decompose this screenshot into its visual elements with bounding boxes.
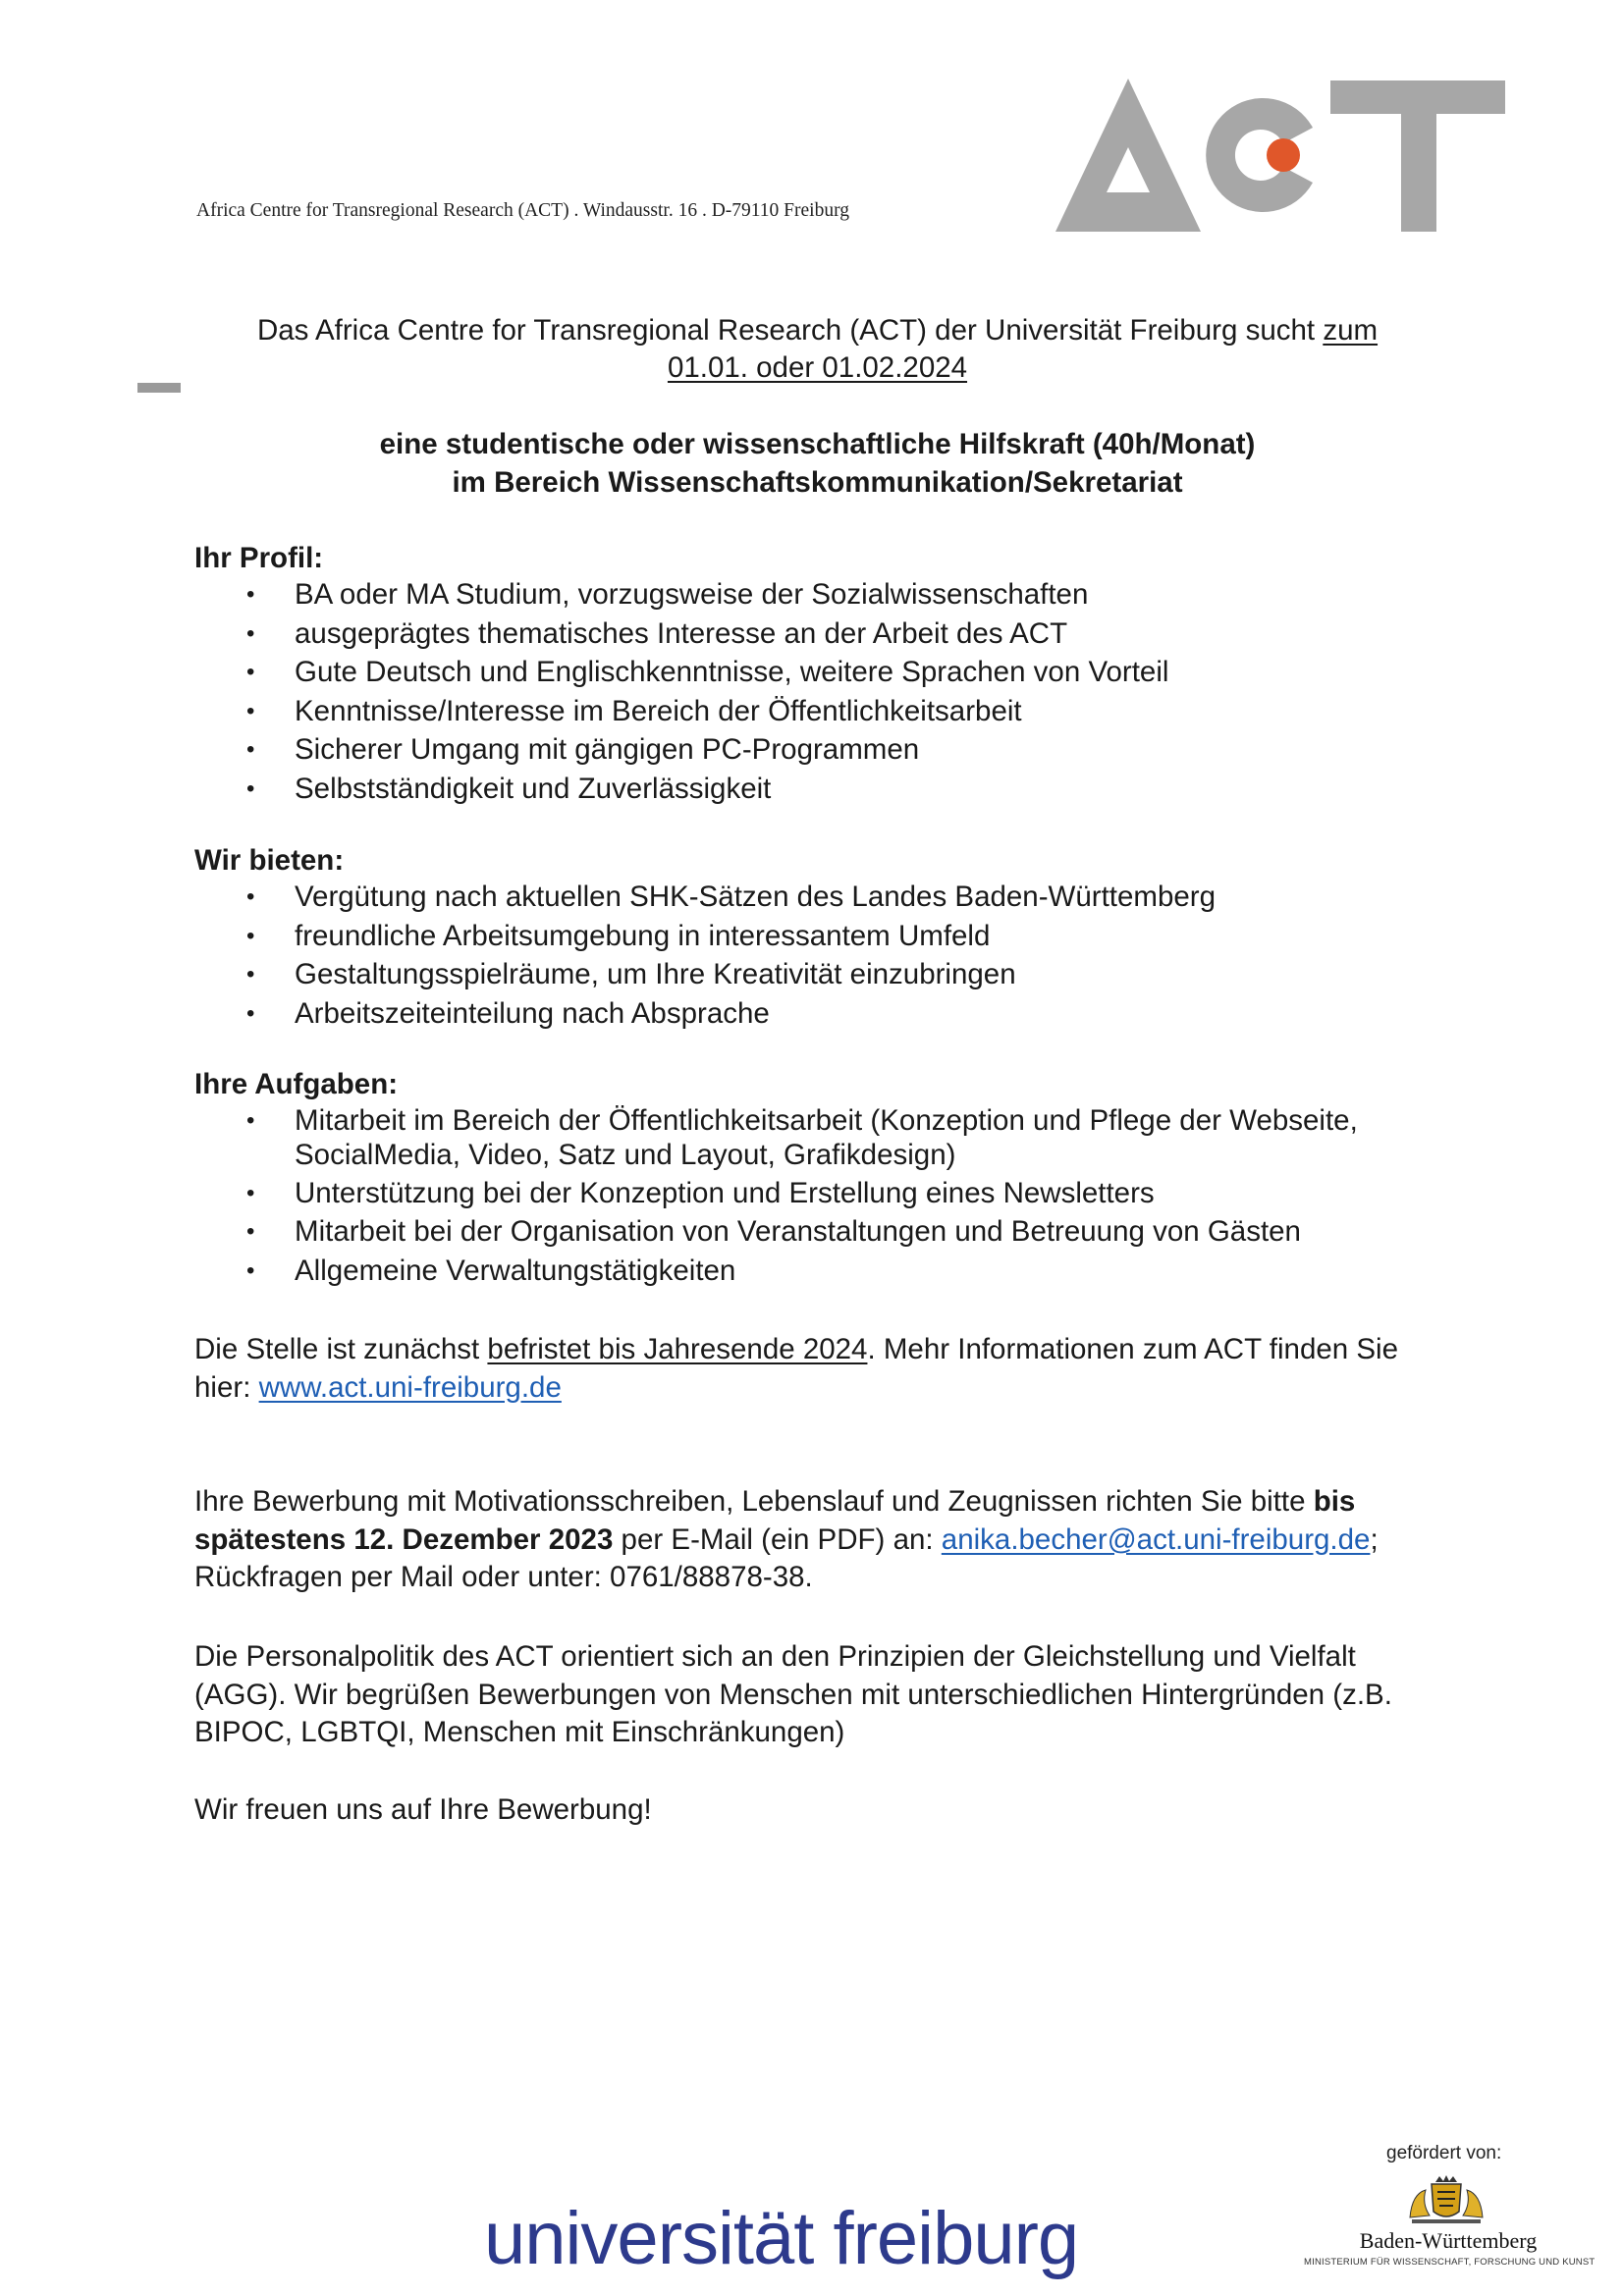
list-item: • BA oder MA Studium, vorzugsweise der Sozialwissenschaften	[194, 577, 1451, 613]
offer-section	[194, 842, 1451, 1035]
application-text-end: ; Rückfragen per Mail oder unter: 0761/88878-38.	[194, 1522, 1379, 1593]
email-link[interactable]: anika.becher@act.uni-freiburg.de	[941, 1522, 1371, 1556]
list-item: • Sicherer Umgang mit gängigen PC-Programmen	[194, 732, 1451, 768]
website-link[interactable]: www.act.uni-freiburg.de	[258, 1370, 562, 1404]
list-item: • Vergütung nach aktuellen SHK-Sätzen des Landes Baden-Württemberg	[194, 880, 1451, 915]
tasks-heading: Ihre Aufgaben:	[194, 1068, 399, 1100]
tasks-list	[194, 1103, 1432, 1289]
intro-text	[196, 312, 1438, 387]
sender-address-line: Africa Centre for Transregional Research (ACT) . Windausstr. 16 . D-79110 Freiburg	[196, 200, 849, 221]
offer-heading: Wir bieten:	[194, 844, 345, 877]
act-logo	[1055, 77, 1507, 234]
list-item: • Unterstützung bei der Konzeption und Erstellung eines Newsletters	[194, 1176, 1432, 1211]
intro-start-dates: 01.01. oder 01.02.2024	[667, 351, 968, 384]
term-limit: befristet bis Jahresende 2024	[487, 1333, 868, 1365]
list-item: • Mitarbeit im Bereich der Öffentlichkeitsarbeit (Konzeption und Pflege der Webseite, SocialMedia, Video, Satz und Layout, Grafikdesign)	[194, 1103, 1432, 1172]
coat-of-arms-icon	[1402, 2174, 1490, 2225]
application-deadline: bis spätestens 12. Dezember 2023	[194, 1485, 1356, 1556]
university-logo: universität freiburg	[484, 2197, 1079, 2280]
application-text: Ihre Bewerbung mit Motivationsschreiben, Lebenslauf und Zeugnissen richten Sie bitte	[194, 1485, 1314, 1518]
closing-line: Wir freuen uns auf Ihre Bewerbung!	[194, 1793, 652, 1826]
profile-list	[194, 577, 1451, 807]
application-text-mid: per E-Mail (ein PDF) an:	[613, 1522, 942, 1556]
term-paragraph	[194, 1331, 1432, 1407]
term-text-more: . Mehr Informationen zum ACT finden Sie hier:	[194, 1333, 1399, 1404]
fold-mark	[137, 383, 181, 393]
policy-paragraph: Die Personalpolitik des ACT orientiert sich an den Prinzipien der Gleichstellung und Vielfalt (AGG). Wir begrüßen Bewerbungen von Menschen mit unterschiedlichen Hintergründen (z.B. BIPOC, LGBTQI, Menschen mit Einschränkungen)	[194, 1640, 1392, 1748]
intro-start-word: zum	[1323, 314, 1379, 347]
intro-line1: Das Africa Centre for Transregional Research (ACT) der Universität Freiburg sucht	[256, 314, 1324, 347]
list-item: • Kenntnisse/Interesse im Bereich der Öffentlichkeitsarbeit	[194, 694, 1451, 729]
list-item: • freundliche Arbeitsumgebung in interessantem Umfeld	[194, 919, 1451, 954]
tasks-section	[194, 1066, 1432, 1292]
position-title-line2: im Bereich Wissenschaftskommunikation/Sekretariat	[452, 466, 1183, 499]
funded-by-label: gefördert von:	[1386, 2143, 1502, 2163]
profile-section	[194, 540, 1451, 810]
list-item: • Allgemeine Verwaltungstätigkeiten	[194, 1254, 1432, 1289]
profile-heading: Ihr Profil:	[194, 542, 324, 574]
ministry-name: MINISTERIUM FÜR WISSENSCHAFT, FORSCHUNG UND KUNST	[1304, 2257, 1596, 2268]
list-item: • Arbeitszeiteinteilung nach Absprache	[194, 996, 1451, 1032]
baden-wuerttemberg-name: Baden-Württemberg	[1359, 2228, 1538, 2253]
list-item: • Gute Deutsch und Englischkenntnisse, weitere Sprachen von Vorteil	[194, 655, 1451, 690]
offer-list	[194, 880, 1451, 1032]
list-item: • Selbstständigkeit und Zuverlässigkeit	[194, 772, 1451, 807]
term-text: Die Stelle ist zunächst	[194, 1333, 488, 1365]
list-item: • ausgeprägtes thematisches Interesse an der Arbeit des ACT	[194, 616, 1451, 652]
position-title-line1: eine studentische oder wissenschaftliche Hilfskraft (40h/Monat)	[379, 428, 1256, 460]
list-item: • Mitarbeit bei der Organisation von Veranstaltungen und Betreuung von Gästen	[194, 1214, 1432, 1250]
list-item: • Gestaltungsspielräume, um Ihre Kreativität einzubringen	[194, 957, 1451, 992]
position-title	[196, 425, 1438, 502]
application-paragraph	[194, 1483, 1461, 1597]
